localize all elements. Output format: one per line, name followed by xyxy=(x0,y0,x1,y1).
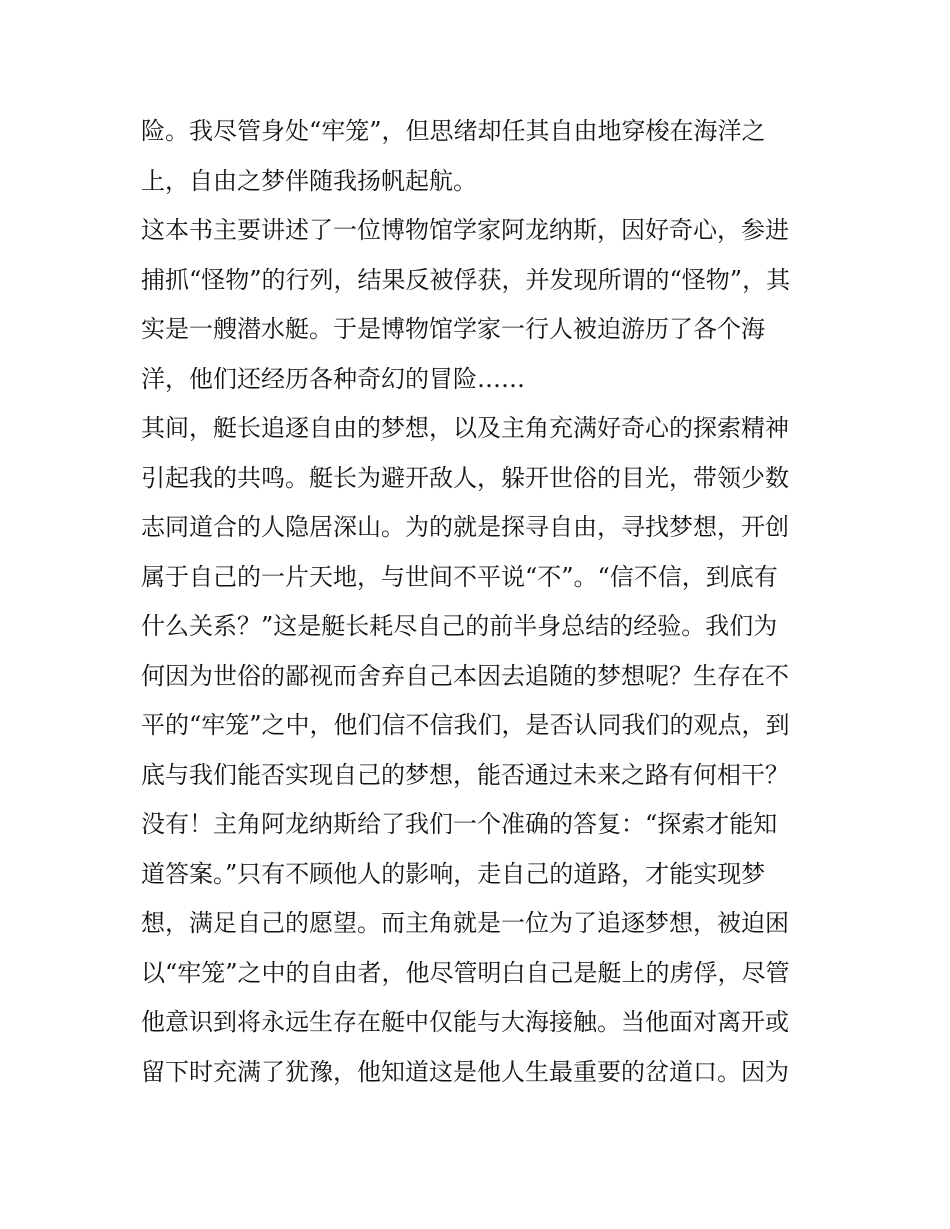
text-line: 属于自己的一片天地，与世间不平说“不”。“信不信，到底有 xyxy=(141,562,778,591)
text-line: 以“牢笼”之中的自由者，他尽管明白自己是艇上的虏俘，尽管 xyxy=(141,958,790,987)
text-line: 捕抓“怪物”的行列，结果反被俘获，并发现所谓的“怪物”，其 xyxy=(141,265,791,294)
text-line: 实是一艘潜水艇。于是博物馆学家一行人被迫游历了各个海 xyxy=(141,315,765,343)
text-line: 想，满足自己的愿望。而主角就是一位为了追逐梦想，被迫困 xyxy=(141,909,789,937)
text-line: 险。我尽管身处“牢笼”，但思绪却任其自由地穿梭在海洋之 xyxy=(141,117,766,145)
text-line: 没有！主角阿龙纳斯给了我们一个准确的答复：“探索才能知 xyxy=(141,810,778,838)
text-line: 志同道合的人隐居深山。为的就是探寻自由，寻找梦想，开创 xyxy=(141,513,789,541)
text-line: 平的“牢笼”之中，他们信不信我们，是否认同我们的观点，到 xyxy=(141,711,790,739)
text-line: 引起我的共鸣。艇长为避开敌人，躲开世俗的目光，带领少数 xyxy=(141,463,789,492)
text-line: 洋，他们还经历各种奇幻的冒险…… xyxy=(141,364,525,393)
text-line: 其间，艇长追逐自由的梦想，以及主角充满好奇心的探索精神 xyxy=(141,414,789,442)
text-line: 底与我们能否实现自己的梦想，能否通过未来之路有何相干？ xyxy=(141,760,789,789)
body-text xyxy=(141,107,821,1097)
text-line: 他意识到将永远生存在艇中仅能与大海接触。当他面对离开或 xyxy=(141,1008,789,1036)
text-line: 上，自由之梦伴随我扬帆起航。 xyxy=(141,166,477,195)
text-line: 留下时充满了犹豫，他知道这是他人生最重要的岔道口。因为 xyxy=(141,1057,789,1086)
text-line: 何因为世俗的鄙视而舍弃自己本因去追随的梦想呢？生存在不 xyxy=(141,661,789,690)
text-line: 什么关系？”这是艇长耗尽自己的前半身总结的经验。我们为 xyxy=(141,612,778,640)
text-line: 这本书主要讲述了一位博物馆学家阿龙纳斯，因好奇心，参进 xyxy=(141,216,789,244)
text-line: 道答案。”只有不顾他人的影响，走自己的道路，才能实现梦 xyxy=(141,859,766,888)
